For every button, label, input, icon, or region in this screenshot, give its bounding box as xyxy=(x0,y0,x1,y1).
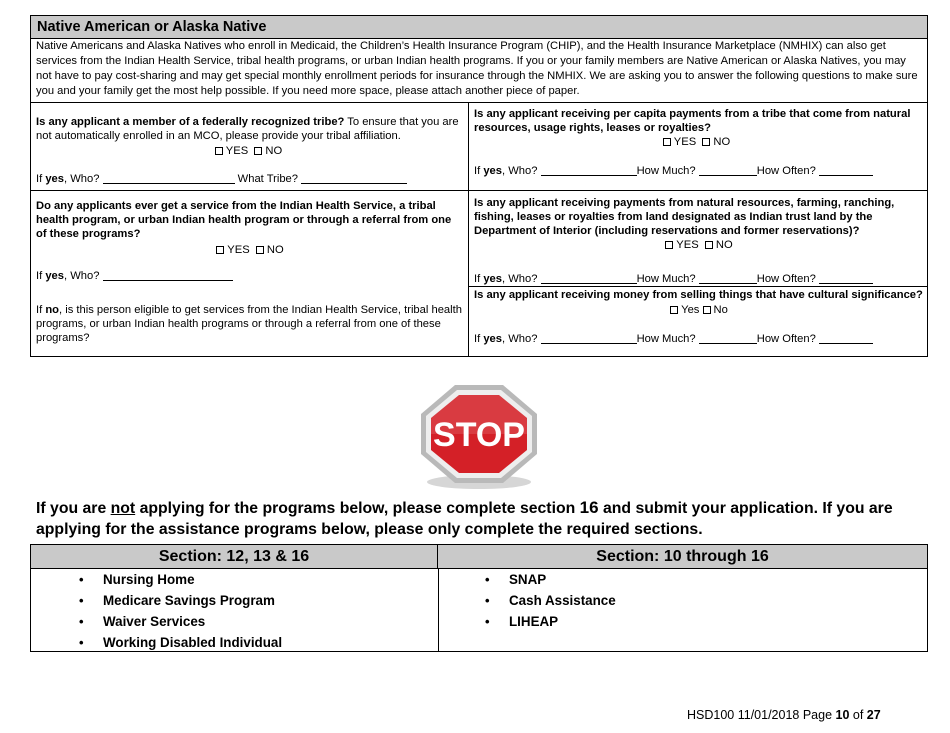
list-item: • Nursing Home xyxy=(79,569,282,590)
ihs-service-details: If yes, Who? xyxy=(36,269,464,283)
per-capita-options: YES NO xyxy=(474,135,919,149)
cultural-items-yes-checkbox[interactable] xyxy=(670,306,678,314)
tribe-member-question: Is any applicant a member of a federally recognized tribe? To ensure that you are not automatically enrolled in an MCO, please provide your tribal affiliation. YES NO xyxy=(36,115,461,158)
cultural-items-question: Is any applicant receiving money from selling things that have cultural significance? Yes No xyxy=(474,289,923,316)
what-tribe-field[interactable] xyxy=(301,172,407,184)
list-item: • LIHEAP xyxy=(485,611,616,632)
ihs-service-question: Do any applicants ever get a service from the Indian Health Service, a tribal health program, or urban Indian health program or through a referral from one of these programs? YES NO xyxy=(36,199,464,257)
list-item: • Working Disabled Individual xyxy=(79,632,282,653)
cultural-items-no-checkbox[interactable] xyxy=(703,306,711,314)
right-section-header: Section: 10 through 16 xyxy=(438,545,927,569)
cultural-items-options: Yes No xyxy=(474,303,924,317)
stop-sign-label: STOP xyxy=(433,416,525,454)
trust-land-question: Is any applicant receiving payments from natural resources, farming, ranching, fishing, leases or royalties from land designated as Indian trust land by the Department of Interior (including reservations and former reservations)? YES NO xyxy=(474,196,924,252)
trust-land-options: YES NO xyxy=(474,238,924,252)
cultural-items-how-often-field[interactable] xyxy=(819,332,873,344)
grid-divider xyxy=(468,286,927,287)
grid-divider xyxy=(468,190,927,191)
grid-divider xyxy=(468,103,469,356)
grid-divider xyxy=(31,190,468,191)
trust-land-yes-checkbox[interactable] xyxy=(665,241,673,249)
list-item: • Cash Assistance xyxy=(485,590,616,611)
page-footer: HSD100 11/01/2018 Page 10 of 27 xyxy=(687,708,881,722)
left-programs-list xyxy=(79,569,282,653)
per-capita-question: Is any applicant receiving per capita payments from a tribe that come from natural resources, usage rights, leases or royalties? YES NO xyxy=(474,107,919,149)
ihs-service-options: YES NO xyxy=(36,243,464,257)
trust-land-details: If yes, Who? How Much? How Often? xyxy=(474,272,924,286)
sections-table xyxy=(30,544,928,652)
trust-land-how-often-field[interactable] xyxy=(819,272,873,284)
instructions-notice: If you are not applying for the programs below, please complete section 16 and submit your application. If you are applying for the assistance programs below, please only complete the required sections. xyxy=(36,498,893,538)
tribe-member-yes-checkbox[interactable] xyxy=(215,147,223,155)
tribe-member-no-checkbox[interactable] xyxy=(254,147,262,155)
trust-land-who-field[interactable] xyxy=(541,272,637,284)
tribe-member-options: YES NO xyxy=(36,144,461,158)
cultural-items-details: If yes, Who? How Much? How Often? xyxy=(474,332,924,346)
questions-grid xyxy=(30,102,928,357)
trust-land-no-checkbox[interactable] xyxy=(705,241,713,249)
per-capita-yes-checkbox[interactable] xyxy=(663,138,671,146)
cultural-items-who-field[interactable] xyxy=(541,332,637,344)
left-section-header: Section: 12, 13 & 16 xyxy=(31,545,438,569)
stop-sign-icon xyxy=(415,382,543,492)
section-title: Native American or Alaska Native xyxy=(30,15,928,39)
per-capita-no-checkbox[interactable] xyxy=(702,138,710,146)
tribe-member-who-field[interactable] xyxy=(103,172,235,184)
right-programs-list xyxy=(485,569,616,632)
ihs-service-yes-checkbox[interactable] xyxy=(216,246,224,254)
list-item: • Medicare Savings Program xyxy=(79,590,282,611)
list-item: • Waiver Services xyxy=(79,611,282,632)
intro-paragraph: Native Americans and Alaska Natives who enroll in Medicaid, the Children’s Health Insurance Program (CHIP), and the Health Insurance Marketplace (NMHIX) can also get services from the Indian Health Service, tribal health programs, or urban Indian health programs. If you or your family members are Native American or Alaska Natives, you may not have to pay cost-sharing and may get special monthly enrollment periods for insurance through the NMHIX. We are asking you to answer the following questions to make sure you and your family get the most help possible. If you need more space, please attach another piece of paper. xyxy=(30,38,928,103)
ihs-eligible-question: If no, is this person eligible to get services from the Indian Health Service, tribal health programs, or urban Indian health programs or through a referral from one of these programs? xyxy=(36,304,462,344)
per-capita-how-much-field[interactable] xyxy=(699,164,757,176)
per-capita-who-field[interactable] xyxy=(541,164,637,176)
ihs-service-who-field[interactable] xyxy=(103,269,233,281)
list-item: • SNAP xyxy=(485,569,616,590)
trust-land-how-much-field[interactable] xyxy=(699,272,757,284)
per-capita-details: If yes, Who? How Much? How Often? xyxy=(474,164,924,178)
tribe-member-details: If yes, Who? What Tribe? xyxy=(36,172,461,186)
ihs-service-no-checkbox[interactable] xyxy=(256,246,264,254)
cultural-items-how-much-field[interactable] xyxy=(699,332,757,344)
table-divider xyxy=(438,569,439,651)
per-capita-how-often-field[interactable] xyxy=(819,164,873,176)
